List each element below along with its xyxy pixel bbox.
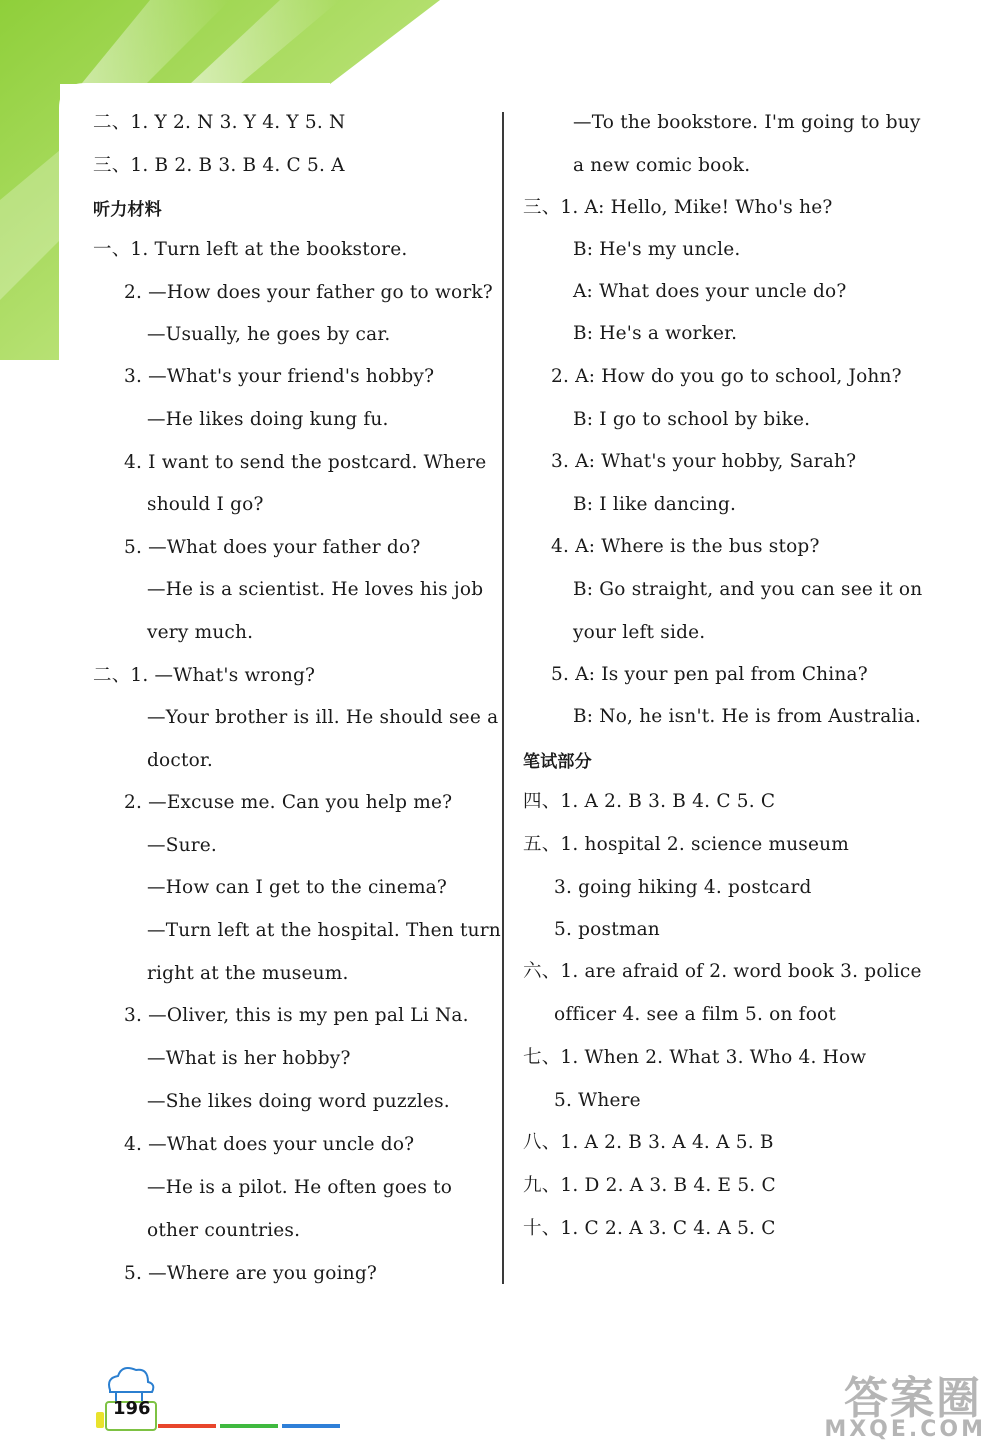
answer-line: 5. postman <box>554 919 660 940</box>
text-line: —Usually, he goes by car. <box>147 324 391 345</box>
text-line: 4. —What does your uncle do? <box>124 1134 415 1155</box>
text-line: right at the museum. <box>147 963 349 984</box>
page-number: 196 <box>113 1398 151 1419</box>
text-line: 4. I want to send the postcard. Where <box>124 452 487 473</box>
answer-line: 八、1. A 2. B 3. A 4. A 5. B <box>523 1132 774 1153</box>
text-line: B: I like dancing. <box>573 494 737 515</box>
section-heading: 笔试部分 <box>523 752 592 772</box>
text-line: —She likes doing word puzzles. <box>147 1091 450 1112</box>
watermark-domain: MXQE.COM <box>824 1417 986 1442</box>
text-line: B: I go to school by bike. <box>573 409 811 430</box>
text-line: should I go? <box>147 494 264 515</box>
text-line: B: He's my uncle. <box>573 239 741 260</box>
text-line: A: What does your uncle do? <box>573 281 847 302</box>
text-line: 5. A: Is your pen pal from China? <box>551 664 868 685</box>
text-line: other countries. <box>147 1220 301 1241</box>
red-bar <box>158 1424 216 1428</box>
text-line: 二、1. —What's wrong? <box>93 665 316 686</box>
text-line: —Sure. <box>147 835 217 856</box>
text-line: —He is a scientist. He loves his job <box>147 579 484 600</box>
column-divider <box>502 112 504 1284</box>
text-line: —To the bookstore. I'm going to buy <box>573 112 921 133</box>
text-line: 2. —Excuse me. Can you help me? <box>124 792 453 813</box>
text-line: doctor. <box>147 750 214 771</box>
answer-line: 四、1. A 2. B 3. B 4. C 5. C <box>523 791 776 812</box>
blue-bar <box>282 1424 340 1428</box>
answer-line: 3. going hiking 4. postcard <box>554 877 812 898</box>
text-line: 3. —Oliver, this is my pen pal Li Na. <box>124 1005 469 1026</box>
text-line: very much. <box>147 622 254 643</box>
answer-line: 二、1. Y 2. N 3. Y 4. Y 5. N <box>93 112 346 133</box>
text-line: —He is a pilot. He often goes to <box>147 1177 453 1198</box>
green-bar <box>220 1424 278 1428</box>
text-line: B: Go straight, and you can see it on <box>573 579 923 600</box>
text-line: 3. —What's your friend's hobby? <box>124 366 435 387</box>
text-line: —He likes doing kung fu. <box>147 409 389 430</box>
text-line: —What is her hobby? <box>147 1048 351 1069</box>
answer-line: 五、1. hospital 2. science museum <box>523 834 850 855</box>
text-line: 3. A: What's your hobby, Sarah? <box>551 451 857 472</box>
text-line: B: He's a worker. <box>573 323 738 344</box>
answer-line: 七、1. When 2. What 3. Who 4. How <box>523 1047 867 1068</box>
text-line: your left side. <box>573 622 706 643</box>
color-bars <box>158 1424 342 1428</box>
text-line: 2. —How does your father go to work? <box>124 282 493 303</box>
watermark-logo-text: 答案圈 <box>844 1373 982 1424</box>
answer-line: 三、1. B 2. B 3. B 4. C 5. A <box>93 155 345 176</box>
text-line: B: No, he isn't. He is from Australia. <box>573 706 922 727</box>
watermark <box>752 1362 992 1442</box>
text-line: 5. —Where are you going? <box>124 1263 378 1284</box>
answer-line: 六、1. are afraid of 2. word book 3. police <box>523 961 922 982</box>
text-line: 4. A: Where is the bus stop? <box>551 536 820 557</box>
text-line: 5. —What does your father do? <box>124 537 421 558</box>
text-line: —Your brother is ill. He should see a <box>147 707 499 728</box>
text-line: —How can I get to the cinema? <box>147 877 448 898</box>
answer-line: 十、1. C 2. A 3. C 4. A 5. C <box>523 1218 776 1239</box>
section-heading: 听力材料 <box>93 200 162 220</box>
answer-line: 九、1. D 2. A 3. B 4. E 5. C <box>523 1175 776 1196</box>
text-line: 一、1. Turn left at the bookstore. <box>93 239 408 260</box>
text-line: —Turn left at the hospital. Then turn <box>147 920 501 941</box>
corner-decoration <box>0 0 440 360</box>
answer-line: officer 4. see a film 5. on foot <box>554 1004 837 1025</box>
text-line: 2. A: How do you go to school, John? <box>551 366 902 387</box>
answer-line: 5. Where <box>554 1090 641 1111</box>
text-line: a new comic book. <box>573 155 751 176</box>
text-line: 三、1. A: Hello, Mike! Who's he? <box>523 197 833 218</box>
